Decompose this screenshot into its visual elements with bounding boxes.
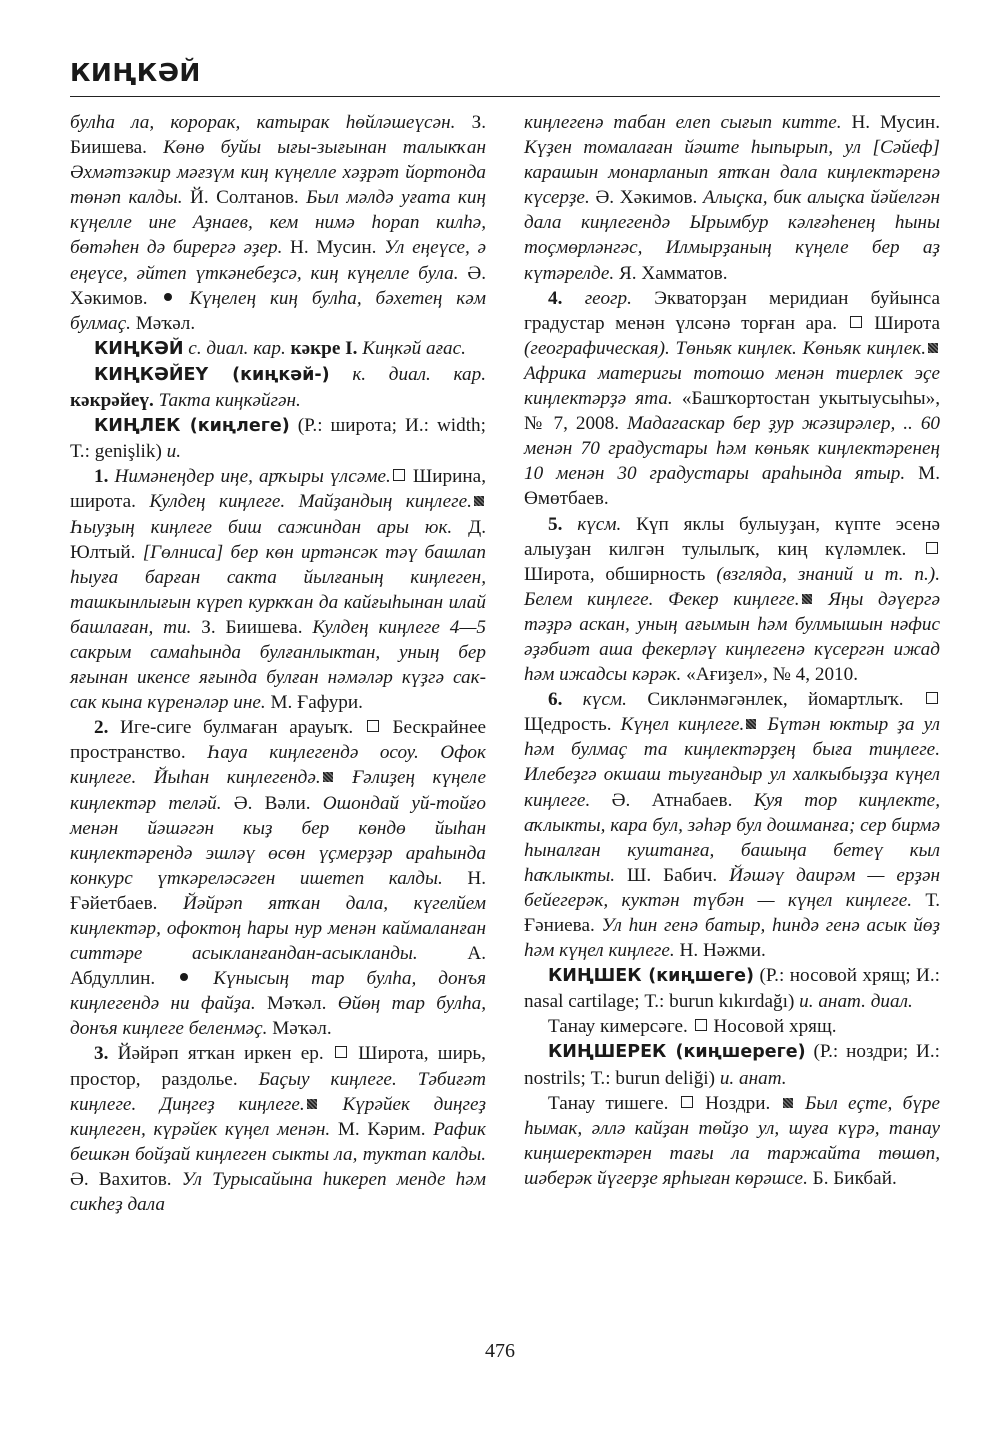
dictionary-entry <box>70 336 486 362</box>
plain-text: Ә. Хәкимов. <box>589 187 704 209</box>
italic-text: геогр. <box>562 287 632 309</box>
plain-text: Б. Бикбай. <box>807 1167 897 1189</box>
italic-text: киңлегенә табан елеп сығып китте. <box>524 112 842 133</box>
square-filled-icon <box>802 594 812 604</box>
square-outline-icon <box>335 1046 347 1058</box>
italic-text: Күрәйек диңгеҙ киңлеген, күрәйек күңел менән. <box>70 1093 486 1140</box>
plain-text: Н. Нәжми. <box>674 940 766 962</box>
italic-text: Бүтән юктыр ҙа ул һәм булмаҫ та киңлектәрҙең быға тиңлеге. Илебеҙгә окшаш тыуғандыр ул халкыбыҙҙа күңел киңлеге. <box>524 714 940 811</box>
plain-text: Мәҡәл. <box>267 1018 332 1040</box>
italic-text: Ул еңеүсе, ә еңеүсе, әйтеп үткәнебеҙсә, киң күңелле була. <box>70 237 487 284</box>
italic-text: [Гөлниса] бер көн иртәнсәк тәү башлап һыуға барған сакта йылғаның киңлеген, ташкынлығын күреп куркҡан да кайғыһынан илай башлаған, ти. <box>70 541 486 638</box>
italic-text: Көнө буйы ығы-зығынан талыкҡан Әхмәтзәкир мәғзүм киң күңелле хәҙрәт йортонда төнәп калды. <box>70 137 486 209</box>
left-column <box>70 110 486 1217</box>
italic-text: Ул һин генә батыр, һиндә генә асык йөҙ һәм күңел киңлеге. <box>524 915 940 962</box>
italic-text: Ошондай уй-тойғо менән йәшәгән кыҙ бер көндө йыһан киңлектәрендә эшләү өсөн үҫмерҙәр араһында конкурс үткәреләсәген ишетеп калды. <box>70 792 486 889</box>
entry-sense <box>70 464 486 715</box>
entry-sense <box>524 286 940 512</box>
dictionary-entry <box>524 1091 940 1191</box>
italic-text: и. анат. диал. <box>799 991 913 1013</box>
plain-text: «Ағиҙел», № 4, 2010. <box>681 664 859 686</box>
italic-text: Киңкәй ағас. <box>357 337 466 359</box>
bold-text: 1. <box>94 466 109 488</box>
headword: КИҢШЕК (киңшеге) <box>548 966 755 987</box>
running-head: КИҢКӘЙ <box>70 58 201 87</box>
italic-text: Һауа киңлегендә осоу. Офок киңлеге. Йыһан киңлегендә. <box>70 742 487 789</box>
plain-text: Иге-сиге булмаған арауыҡ. <box>108 717 365 739</box>
dictionary-entry <box>70 413 486 464</box>
dictionary-entry <box>524 1014 940 1039</box>
square-outline-icon <box>926 692 938 704</box>
italic-text: Йәшәү даирәм — ерҙән бейегерәк, куктән түбән — күңел киңлеге. <box>524 864 940 911</box>
plain-text: (Р.: носовой хрящ; И.: nasal cartilage; Т.: burun kıkırdağı) <box>524 965 940 1013</box>
square-filled-icon <box>474 496 484 506</box>
plain-text: З. Биишева. <box>191 616 313 638</box>
plain-text: М. Ғафури. <box>265 692 363 714</box>
italic-text: (географическая). Төньяк киңлек. Көньяк киңлек. <box>524 337 926 359</box>
plain-text: Широта <box>863 312 940 334</box>
italic-text: булһа ла, корорак, катырак һөйләшеүсән. <box>70 112 456 133</box>
plain-text: Щедрость. <box>524 714 621 736</box>
bold-text: 4. <box>548 287 563 309</box>
plain-text: Бескрайнее пространство. <box>70 717 486 764</box>
italic-text: Ул Турысайына һикереп менде һәм сикһеҙ дала <box>70 1168 486 1216</box>
italic-text: күсм. <box>562 513 622 535</box>
plain-text: З. Биишева. <box>70 112 486 159</box>
headword: КИҢКӘЙ <box>94 338 184 359</box>
plain-text: Носовой хрящ. <box>708 1016 837 1038</box>
bold-text: 5. <box>548 513 563 535</box>
bold-text: 3. <box>94 1043 109 1065</box>
plain-text: Я. Хамматов. <box>614 262 728 284</box>
plain-text: М. Кәрим. <box>330 1118 434 1140</box>
italic-text: Куя тор киңлекте, аҡлыкты, кара бул, зәһәр бул дошманға; сер бирмә һыналған куштанға, башыңа бетеү кыл һаҡлыкты. <box>524 789 940 886</box>
plain-text: (Р.: ноздри; И.: nostrils; Т.: burun deliği) <box>524 1041 941 1089</box>
italic-text: Күңел киңлеге. <box>620 714 745 736</box>
plain-text: Мәҡәл. <box>130 312 196 334</box>
square-filled-icon <box>928 343 938 353</box>
plain-text: Ноздри. <box>694 1092 781 1114</box>
italic-text: и. анат. <box>719 1067 787 1089</box>
italic-text: Рафик бешкән бойҙай киңлеген сыкты ла, туктап калды. <box>70 1118 486 1165</box>
italic-text: Күҙен томалаған йәште һыпырып, ул [Сәйеф] карашын монарланып ятҡан дала киңлектәренә күсерҙе. <box>524 137 940 209</box>
square-filled-icon <box>783 1098 793 1108</box>
italic-text: Был еҫте, бүре һымак, әллә кайҙан төйҙо ул, шуға күрә, танау киңшеректәрен тағы ла таржайта төшөп, шәберәк йүгерҙе ярһыған көрәшсе. <box>524 1092 940 1189</box>
bold-text: кәкрәйеү. <box>70 390 154 412</box>
plain-text: Сикләнмәгәнлек, йомартлыҡ. <box>626 689 924 711</box>
plain-text: Йәйрәп ятҡан иркен ер. <box>108 1043 333 1065</box>
italic-text: Ғәлиҙең күңеле киңлектәр теләй. <box>70 767 487 814</box>
italic-text: Күңелең киң булһа, бәхетең кәм булмаҫ. <box>70 287 486 334</box>
square-filled-icon <box>307 1099 317 1109</box>
plain-text: Ширина, широта. <box>70 466 486 513</box>
plain-text: Ә. Атнабаев. <box>590 789 754 811</box>
page-number: 476 <box>485 1340 515 1362</box>
continued-text <box>524 110 940 286</box>
plain-text: М. Өмөтбаев. <box>524 463 940 510</box>
italic-text: с. диал. кар. <box>183 337 286 359</box>
plain-text: Н. Мусин. <box>841 112 940 133</box>
square-filled-icon <box>746 719 756 729</box>
italic-text: Кулдең киңлеге 4—5 сакрым самаһында булғанлыктан, уның бер яғынан икенсе яғында булған нәмәләр күҙгә сак-сак кына күренәләр ине. <box>70 616 486 714</box>
italic-text: Яңы дәүергә тәҙрә аскан, уның ағымын һәм булмышын нәфис әҙәбиәт аша фекерләү киңлегенә күсергән ижад һәм ижадсы кәрәк. <box>524 588 940 686</box>
italic-text: күсм. <box>562 689 627 711</box>
plain-text: Н. Мусин. <box>282 237 385 259</box>
square-filled-icon <box>323 772 333 782</box>
entry-sense <box>524 687 940 963</box>
square-outline-icon <box>695 1019 707 1031</box>
entry-sense <box>524 512 940 688</box>
italic-text: Баҫыу киңлеге. Тәбиғәт киңлеге. Диңгеҙ киңлеге. <box>70 1068 486 1115</box>
header-rule <box>70 96 940 97</box>
bold-text: кәкре I. <box>285 337 358 359</box>
italic-text: Нимәнеңдер иңе, арҡыры үлсәме. <box>108 466 391 488</box>
italic-text: Йәйрәп ятҡан дала, күгелйем киңлектәр, офоктоң һары нур менән каймаланған ситтәре асыкланғандан-асыкланды. <box>70 892 486 965</box>
italic-text: Һыуҙың киңлеге биш сажиндан ары юк. <box>70 516 453 538</box>
entry-sense <box>70 715 486 1041</box>
italic-text: Был мәлдә уғата киң күңелле ине Аҙнаев, кем нимә һорап килһә, бөтәһен дә бирергә әҙер. <box>70 187 486 259</box>
headword: КИҢКӘЙЕҮ (киңкәй-) <box>94 364 330 385</box>
plain-text: Ә. Вәли. <box>221 792 323 814</box>
italic-text: (взгляда, знаний и т. п.). Белем киңлеге. Фекер киңлеге. <box>524 563 940 610</box>
plain-text: (Р.: широта; И.: width; Т.: genişlik) <box>70 415 486 463</box>
plain-text: Экваторҙан меридиан буйынса градустар менән үлсәнә торған ара. <box>524 287 940 334</box>
plain-text: «Башҡортостан укытыусыһы», № 7, 2008. <box>524 388 940 435</box>
headword: КИҢЛЕК (киңлеге) <box>94 416 290 437</box>
square-outline-icon <box>926 542 938 554</box>
italic-text: Алыҫка, бик алыҫка йәйелгән дала киңлегендә Ырымбур кәлғәһенең һыны тоҫмөрләнгәс, Илмырҙаның күңеле бер аҙ күтәрелде. <box>524 187 940 284</box>
italic-text: Күнысың тар булһа, донъя киңлегендә ни файҙа. <box>70 968 486 1015</box>
dictionary-entry <box>524 1039 940 1090</box>
square-outline-icon <box>393 469 405 481</box>
italic-text: и. <box>166 441 182 463</box>
plain-text: Танау кимерсәге. <box>548 1016 693 1038</box>
italic-text: Кулдең киңлеге. Майҙандың киңлеге. <box>149 491 472 513</box>
plain-text: Танау тишеге. <box>548 1092 679 1114</box>
plain-text: Н. Ғәйетбаев. <box>70 867 486 914</box>
italic-text: Такта киңкәйгән. <box>153 390 301 412</box>
bullet-icon <box>164 293 172 301</box>
plain-text: Ә. Вахитов. <box>70 1168 182 1190</box>
plain-text: Широта, ширь, простор, раздолье. <box>70 1043 486 1090</box>
plain-text: Ә. Хәкимов. <box>70 262 487 309</box>
square-outline-icon <box>367 720 379 732</box>
italic-text: Африка материгы тотошо менән тиерлек эҫе киңлектәрҙә ята. <box>524 362 940 410</box>
plain-text: Й. Солтанов. <box>182 187 307 209</box>
entry-sense <box>70 1041 486 1217</box>
headword: КИҢШЕРЕК (киңшереге) <box>548 1042 806 1063</box>
italic-text: Мадагаскар бер ҙур жәзирәлер, .. 60 менән 70 градустары һәм көньяк киңлектәренең 10 менән 30 градустары араһында ятыр. <box>524 413 941 485</box>
continued-text <box>70 110 486 336</box>
dictionary-entry <box>524 963 940 1014</box>
bullet-icon <box>180 973 188 981</box>
plain-text: Д. Юлтый. <box>70 516 486 563</box>
square-outline-icon <box>850 316 862 328</box>
plain-text: Т. Ғәниева. <box>524 889 940 936</box>
square-outline-icon <box>681 1096 693 1108</box>
right-column <box>524 110 940 1191</box>
italic-text: Өйөң тар булһа, донъя киңлеге беленмәҫ. <box>70 993 487 1040</box>
bold-text: 6. <box>548 689 563 711</box>
bold-text: 2. <box>94 717 109 739</box>
dictionary-entry <box>70 362 486 413</box>
plain-text: Ш. Бабич. <box>615 864 730 886</box>
plain-text: Мәҡәл. <box>255 993 338 1015</box>
plain-text: А. Абдуллин. <box>70 943 486 990</box>
italic-text: к. диал. кар. <box>329 363 486 385</box>
plain-text: Широта, обширность <box>524 563 717 585</box>
plain-text: Күп яклы булыуҙан, күпте эсенә алыуҙан килгән тулылыҡ, киң күләмлек. <box>524 513 940 560</box>
